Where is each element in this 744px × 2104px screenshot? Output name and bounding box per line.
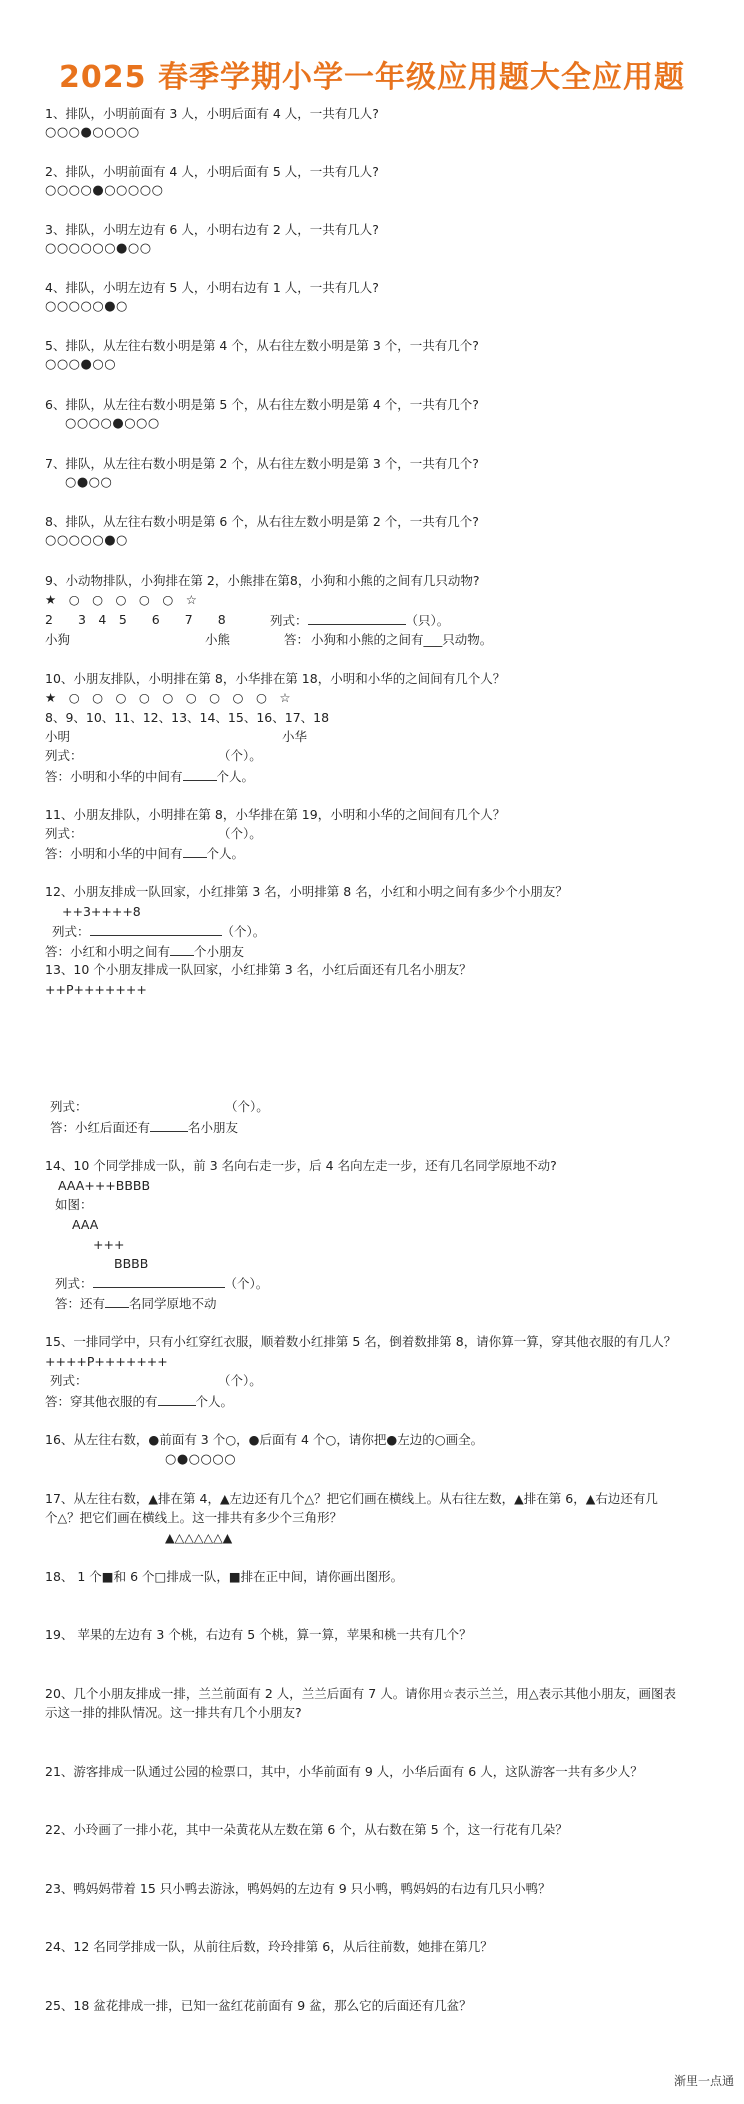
page-title: 2025 春季学期小学一年级应用题大全应用题 [59, 60, 685, 95]
question-17-text-1: 17、从左往右数，▲排在第 4，▲左边还有几个△？把它们画在横线上。从右往左数，▲排在第 6，▲右边还有几 [45, 1491, 658, 1506]
question-14-answer [55, 1295, 217, 1312]
question-14-row-a: AAA [72, 1217, 99, 1232]
question-9-left-label: 小狗 [45, 632, 71, 647]
question-1-text: 1、排队，小明前面有 3 人，小明后面有 4 人，一共有几人? [45, 106, 379, 121]
question-7-dots: ○●○○ [65, 475, 113, 490]
question-20-text-1: 20、几个小朋友排成一排，兰兰前面有 2 人，兰兰后面有 7 人。请你用☆表示兰兰，用△表示其他小朋友，画图表 [45, 1686, 677, 1701]
question-13-answer [50, 1119, 238, 1136]
answer-suffix: 名小朋友 [188, 1120, 239, 1135]
question-6-dots: ○○○○●○○○ [65, 416, 160, 431]
formula-unit: （个）。 [221, 924, 266, 939]
question-5-dots: ○○○●○○ [45, 357, 117, 372]
question-20-text-2: 示这一排的排队情况。这一排共有几个小朋友? [45, 1705, 302, 1720]
question-21-text: 21、游客排成一队通过公园的检票口，其中，小华前面有 9 人，小华后面有 6 人，这队游客一共有多少人？ [45, 1764, 643, 1779]
question-11-formula-label: 列式： [45, 826, 83, 841]
question-17-text-2: 个△？把它们画在横线上。这一排共有多少个三角形？ [45, 1510, 343, 1525]
question-14-figure-label: 如图： [55, 1197, 93, 1212]
question-7-text: 7、排队，从左往右数小明是第 2 个，从右往左数小明是第 3 个，一共有几个? [45, 456, 479, 471]
question-14-pattern: AAA+++BBBB [58, 1178, 151, 1193]
question-2-dots: ○○○○●○○○○○ [45, 183, 164, 198]
question-6-text: 6、排队，从左往右数小明是第 5 个，从右往左数小明是第 4 个，一共有几个? [45, 397, 479, 412]
formula-label: 列式： [55, 1276, 93, 1291]
question-13-pattern: ++P+++++++ [45, 982, 147, 997]
question-15-text: 15、一排同学中，只有小红穿红衣服，顺着数小红排第 5 名，倒着数排第 8，请你算一算，穿其他衣服的有几人？ [45, 1334, 677, 1349]
footer-brand: 渐里一点通 [673, 2074, 734, 2088]
answer-blank[interactable] [170, 943, 194, 956]
question-11-text: 11、小朋友排队，小明排在第 8，小华排在第 19，小明和小华的之间间有几个人？ [45, 807, 506, 822]
answer-blank[interactable] [158, 1393, 196, 1406]
formula-blank[interactable] [308, 612, 406, 625]
question-12-text: 12、小朋友排成一队回家，小红排第 3 名，小明排第 8 名，小红和小明之间有多少个小朋友？ [45, 884, 568, 899]
question-12-answer [45, 943, 244, 960]
question-3-dots: ○○○○○○●○○ [45, 241, 152, 256]
question-11-answer [45, 845, 244, 862]
question-15-formula-label: 列式： [50, 1373, 88, 1388]
question-10-symbols: ★ ○ ○ ○ ○ ○ ○ ○ ○ ○ ☆ [45, 690, 291, 705]
question-5-text: 5、排队，从左往右数小明是第 4 个，从右往左数小明是第 3 个，一共有几个? [45, 338, 479, 353]
question-13-formula-unit: （个）。 [225, 1099, 269, 1114]
answer-suffix: 个人。 [195, 1394, 234, 1409]
answer-suffix: 个人。 [216, 769, 255, 784]
answer-prefix: 答：小红后面还有 [50, 1120, 151, 1135]
answer-blank[interactable] [183, 768, 217, 781]
question-1-dots: ○○○●○○○○ [45, 125, 140, 140]
answer-blank[interactable] [150, 1119, 188, 1132]
formula-unit: （个）。 [224, 1276, 269, 1291]
question-14-row-b: BBBB [114, 1256, 149, 1271]
answer-prefix: 答：穿其他衣服的有 [45, 1394, 158, 1409]
question-24-text: 24、12 名同学排成一队，从前往后数，玲玲排第 6，从后往前数，她排在第几？ [45, 1939, 493, 1954]
answer-prefix: 答：小红和小明之间有 [45, 944, 171, 959]
question-15-formula-unit: （个）。 [218, 1373, 262, 1388]
question-14-text: 14、10 个同学排成一队，前 3 名向右走一步，后 4 名向左走一步，还有几名同学原地不动? [45, 1158, 557, 1173]
question-15-pattern: ++++P+++++++ [45, 1354, 168, 1369]
formula-unit: （只）。 [405, 613, 450, 628]
formula-blank[interactable] [93, 1275, 225, 1288]
formula-label: 列式： [52, 924, 90, 939]
question-9-numbers: 2 3 4 5 6 7 8 [45, 612, 226, 627]
question-12-pattern: ++3++++8 [62, 904, 141, 919]
question-9-text: 9、小动物排队，小狗排在第 2，小熊排在第8，小狗和小熊的之间有几只动物? [45, 573, 480, 588]
question-16-dots: ○●○○○○ [165, 1452, 237, 1467]
question-19-text: 19、 苹果的左边有 3 个桃，右边有 5 个桃，算一算，苹果和桃一共有几个？ [45, 1627, 472, 1642]
question-14-formula [55, 1275, 268, 1292]
question-18-text: 18、 1 个■和 6 个□排成一队，■排在正中间，请你画出图形。 [45, 1569, 404, 1584]
question-2-text: 2、排队，小明前面有 4 人，小明后面有 5 人，一共有几人? [45, 164, 379, 179]
question-22-text: 22、小玲画了一排小花，其中一朵黄花从左数在第 6 个，从右数在第 5 个，这一行花有几朵？ [45, 1822, 568, 1837]
answer-suffix: 个人。 [206, 846, 245, 861]
answer-prefix: 答：小明和小华的中间有 [45, 846, 183, 861]
answer-suffix: 个小朋友 [194, 944, 245, 959]
answer-prefix: 答：小明和小华的中间有 [45, 769, 183, 784]
question-25-text: 25、18 盆花排成一排，已知一盆红花前面有 9 盆，那么它的后面还有几盆？ [45, 1998, 472, 2013]
answer-prefix: 答：还有 [55, 1296, 106, 1311]
formula-label: 列式： [270, 613, 308, 628]
question-10-formula-label: 列式： [45, 748, 83, 763]
question-13-text: 13、10 个小朋友排成一队回家，小红排第 3 名，小红后面还有几名小朋友？ [45, 962, 472, 977]
question-4-text: 4、排队，小明左边有 5 人，小明右边有 1 人，一共有几人? [45, 280, 379, 295]
question-10-text: 10、小朋友排队，小明排在第 8，小华排在第 18，小明和小华的之间间有几个人？ [45, 671, 506, 686]
question-9-symbols: ★ ○ ○ ○ ○ ○ ☆ [45, 592, 197, 607]
question-9-formula [270, 612, 449, 629]
formula-blank[interactable] [90, 923, 222, 936]
question-11-formula-unit: （个）。 [218, 826, 262, 841]
question-8-dots: ○○○○○●○ [45, 533, 128, 548]
question-10-right-label: 小华 [282, 729, 308, 744]
question-9-answer-label: 答： [284, 632, 310, 647]
question-9-right-label: 小熊 [205, 632, 231, 647]
question-9-answer: 小狗和小熊的之间有___只动物。 [311, 632, 493, 647]
question-8-text: 8、排队，从左往右数小明是第 6 个，从右往左数小明是第 2 个，一共有几个? [45, 514, 479, 529]
question-12-formula [52, 923, 265, 940]
answer-blank[interactable] [105, 1295, 129, 1308]
question-10-left-label: 小明 [45, 729, 71, 744]
question-16-text: 16、从左往右数，●前面有 3 个○，●后面有 4 个○，请你把●左边的○画全。 [45, 1432, 484, 1447]
question-10-formula-unit: （个）。 [218, 748, 262, 763]
question-17-shapes: ▲△△△△△▲ [165, 1530, 233, 1545]
question-15-answer [45, 1393, 233, 1410]
question-10-numbers: 8、9、10、11、12、13、14、15、16、17、18 [45, 710, 330, 725]
answer-suffix: 名同学原地不动 [129, 1296, 217, 1311]
answer-blank[interactable] [183, 845, 207, 858]
question-14-row-plus: +++ [93, 1237, 125, 1252]
question-10-answer [45, 768, 254, 785]
question-4-dots: ○○○○○●○ [45, 299, 128, 314]
question-13-formula-label: 列式： [50, 1099, 88, 1114]
question-23-text: 23、鸭妈妈带着 15 只小鸭去游泳，鸭妈妈的左边有 9 只小鸭，鸭妈妈的右边有几只小鸭？ [45, 1881, 551, 1896]
question-3-text: 3、排队，小明左边有 6 人，小明右边有 2 人，一共有几人? [45, 222, 379, 237]
